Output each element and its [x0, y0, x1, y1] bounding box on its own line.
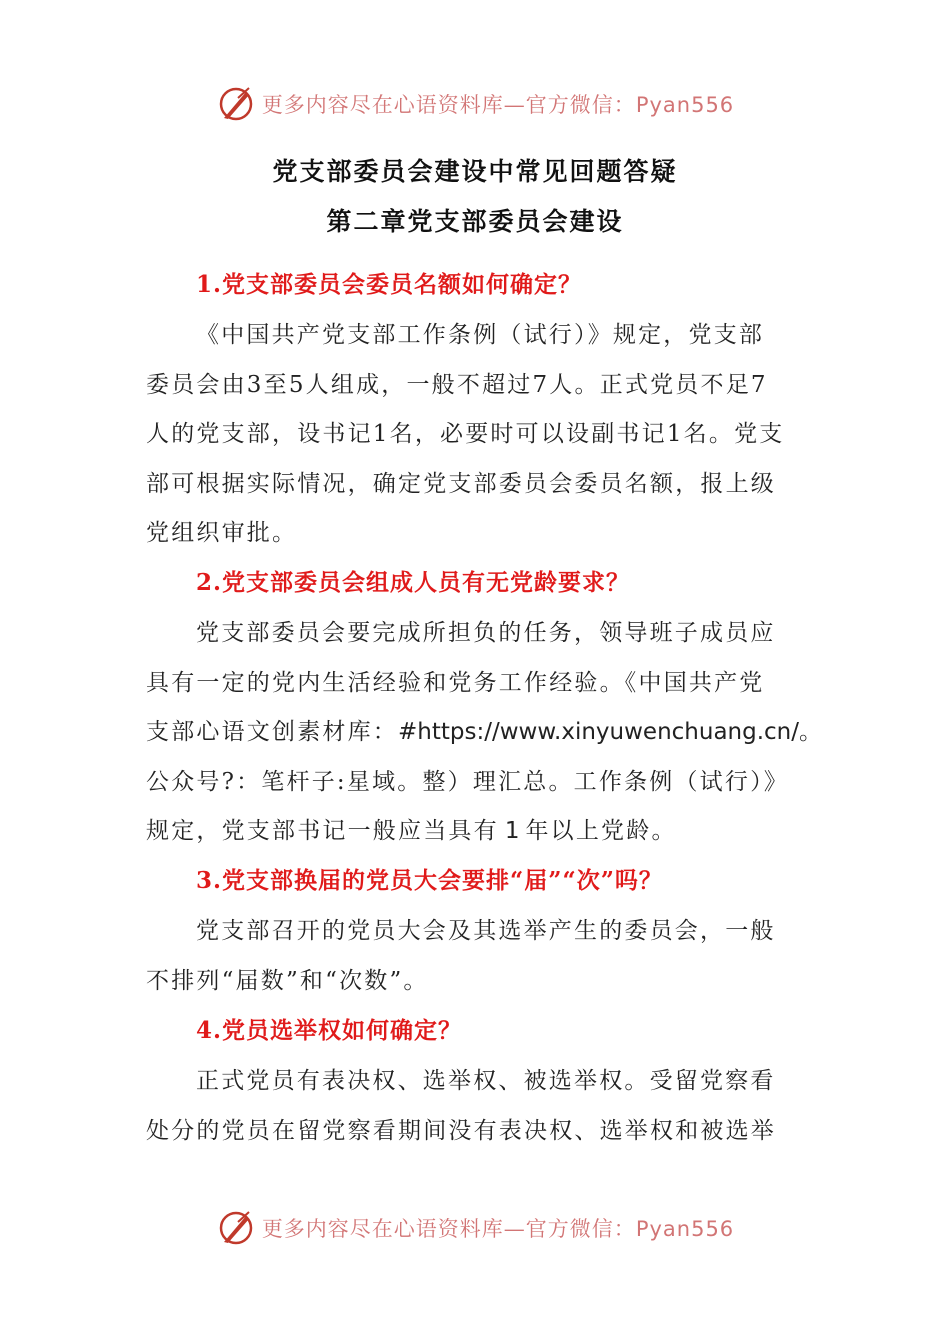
q2-line-1: 党支部委员会要完成所担负的任务，领导班子成员应 — [196, 620, 776, 646]
banner-text: 更多内容尽在心语资料库—官方微信：Pyan556 — [261, 1217, 735, 1241]
q1-line-3: 人的党支部，设书记1名，必要时可以设副书记1名。党支 — [146, 421, 785, 447]
q3-line-1: 党支部召开的党员大会及其选举产生的委员会，一般 — [196, 918, 776, 944]
footer-banner — [0, 1203, 950, 1253]
q2-line-4: 公众号?：笔杆子:星域。整）理汇总。工作条例（试行）》 — [146, 769, 789, 795]
q1-line-4: 部可根据实际情况，确定党支部委员会委员名额，报上级 — [146, 471, 776, 497]
header-banner — [0, 79, 950, 129]
chapter-title: 第二章党支部委员会建设 — [326, 207, 624, 236]
q2-line-3: 支部心语文创素材库：#https://www.xinyuwenchuang.cn/。 — [146, 719, 825, 745]
q1-line-1: 《中国共产党支部工作条例（试行）》规定，党支部 — [196, 322, 765, 348]
question-3-heading: 3.党支部换届的党员大会要排“届”“次”吗？ — [196, 867, 663, 894]
q4-line-2: 处分的党员在留党察看期间没有表决权、选举权和被选举 — [146, 1118, 776, 1144]
q2-line-5: 规定，党支部书记一般应当具有 1 年以上党龄。 — [146, 818, 677, 844]
question-2-heading: 2.党支部委员会组成人员有无党龄要求？ — [196, 569, 631, 596]
quill-logo-icon — [216, 84, 256, 124]
q1-line-5: 党组织审批。 — [146, 520, 298, 546]
q4-line-1: 正式党员有表决权、选举权、被选举权。受留党察看 — [196, 1068, 776, 1094]
q1-line-2: 委员会由3至5人组成，一般不超过7人。正式党员不足7 — [146, 372, 768, 398]
banner-text: 更多内容尽在心语资料库—官方微信：Pyan556 — [261, 93, 735, 117]
website-link[interactable]: #https://www.xinyuwenchuang.cn/ — [398, 719, 800, 745]
question-4-heading: 4.党员选举权如何确定？ — [196, 1017, 463, 1044]
q2-line-2: 具有一定的党内生活经验和党务工作经验。《中国共产党 — [146, 670, 765, 696]
question-1-heading: 1.党支部委员会委员名额如何确定？ — [196, 271, 583, 298]
q3-line-2: 不排列“届数”和“次数”。 — [146, 968, 429, 994]
document-title: 党支部委员会建设中常见回题答疑 — [272, 157, 678, 186]
quill-logo-icon — [216, 1208, 256, 1248]
